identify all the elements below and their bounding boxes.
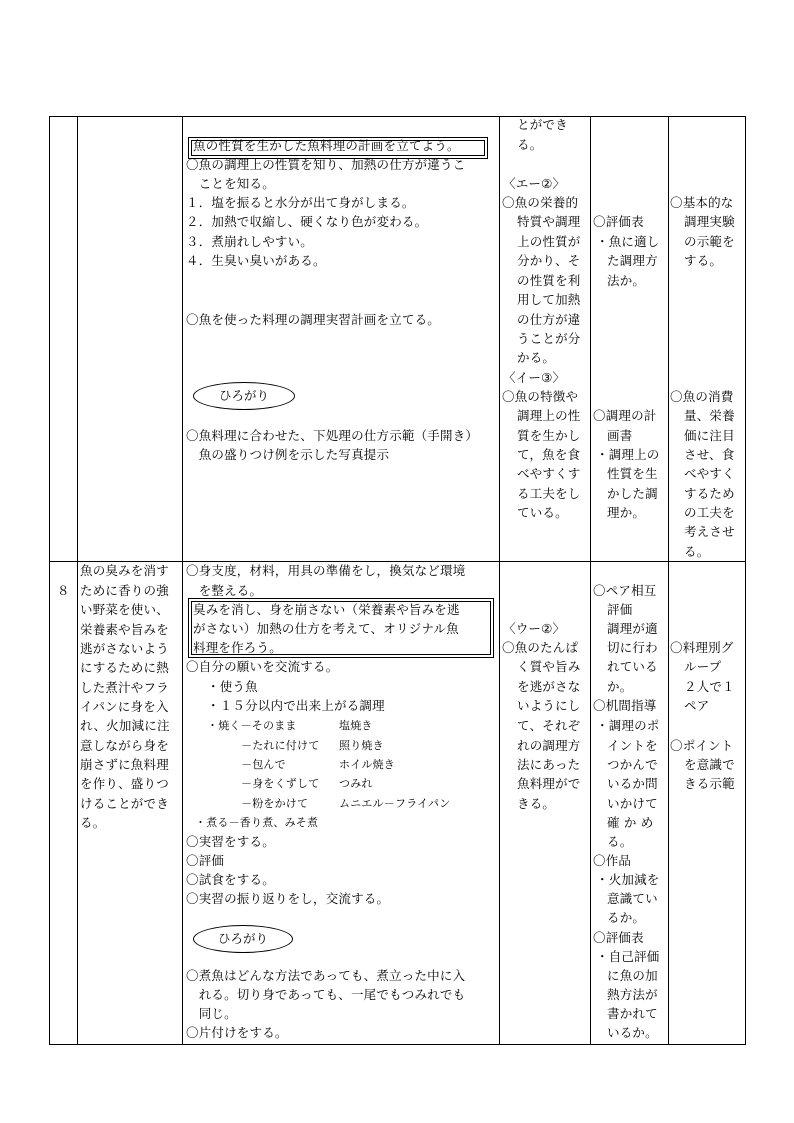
objective-line: 栄養素や旨みを: [80, 622, 169, 637]
criteria-line: 〇魚の栄養的: [502, 195, 579, 210]
cooking-example: ホイル焼き: [339, 758, 395, 771]
activity-line: を整える。: [186, 583, 263, 598]
column-border: [590, 116, 591, 1045]
objective-line: 魚の臭みを消す: [80, 563, 169, 578]
method-line: 〇机間指導: [593, 698, 657, 713]
activity-line: 〇実習の振り返りをし，交流する。: [186, 891, 390, 906]
activity-line: 〇煮魚はどんな方法であっても、煮立った中に入: [186, 968, 466, 983]
objective-line: い野菜を使い、: [80, 602, 169, 617]
method-line: 調理が適: [607, 621, 658, 636]
support-line: するため: [684, 486, 735, 501]
method-line: いるか問: [607, 776, 658, 791]
support-line: べやすく: [684, 466, 735, 481]
activity-line: ４．生臭い臭いがある。: [186, 253, 326, 268]
method-line: 〇作品: [593, 853, 632, 868]
criteria-line: 上の性質が: [517, 234, 581, 249]
activity-line: 〇魚の調理上の性質を知り、加熱の仕方が違うこ: [186, 157, 466, 172]
criteria-line: 〈イー③〉: [503, 370, 566, 385]
criteria-line: 〈エー②〉: [503, 176, 566, 191]
support-line: 〇ポイント: [670, 738, 734, 753]
lesson-goal-text: 臭みを消し、身を崩さない（栄養素や旨みを逃: [193, 602, 460, 617]
support-line: きる示範: [684, 776, 735, 791]
method-line: 評価: [607, 602, 633, 617]
objective-line: 意しながら身を: [80, 738, 169, 753]
cooking-method: －包んで: [241, 758, 286, 771]
objective-line: 崩さずに魚料理: [80, 757, 169, 772]
method-line: か。: [607, 679, 633, 694]
column-border: [77, 116, 78, 1045]
lesson-number: ８: [57, 583, 70, 598]
method-line: 法か。: [607, 273, 646, 288]
activity-line: 〇魚料理に合わせた、下処理の仕方示範（手開き）: [186, 428, 479, 443]
cooking-method: －粉をかけて: [241, 797, 309, 810]
method-line: 意識てい: [607, 891, 658, 906]
method-line: ・自己評価: [596, 949, 660, 964]
cooking-example: つみれ: [339, 777, 373, 790]
support-line: 価に注目: [684, 428, 735, 443]
hirogari-oval: [193, 382, 295, 410]
support-line: の工夫を: [684, 505, 735, 520]
method-line: イントを: [607, 738, 658, 753]
method-line: 〇評価表: [593, 930, 644, 945]
activity-line: 同じ。: [186, 1006, 237, 1021]
cooking-method: ・焼く－そのまま: [207, 719, 297, 732]
method-line: 画書: [607, 428, 633, 443]
objective-line: を作り、盛りつ: [80, 776, 169, 791]
activity-line: ２．加熱で収縮し、硬くなり色が変わる。: [186, 214, 428, 229]
method-line: ・調理上の: [596, 447, 660, 462]
support-line: 〇魚の消費: [670, 389, 734, 404]
column-border: [49, 116, 50, 1045]
criteria-line: 法にあった: [517, 757, 581, 772]
method-line: かした調: [607, 486, 658, 501]
activity-line: ことを知る。: [186, 176, 275, 191]
criteria-line: る工夫をし: [517, 486, 581, 501]
lesson-goal-text: 料理を作ろう。: [193, 640, 282, 655]
objective-line: にするために熱: [80, 660, 169, 675]
support-line: を意識で: [684, 757, 735, 772]
table-top-border: [49, 116, 746, 117]
objective-line: した煮汁やフラ: [80, 680, 169, 695]
hirogari-label: ひろがり: [217, 931, 268, 946]
support-line: する。: [684, 253, 723, 268]
criteria-line: かる。: [517, 350, 556, 365]
criteria-line: て，魚を食: [517, 447, 581, 462]
support-line: ペア: [684, 698, 710, 713]
cooking-method: －たれに付けて: [241, 739, 320, 752]
activity-line: 〇片付けをする。: [186, 1025, 288, 1040]
method-line: 理か。: [607, 505, 646, 520]
cooking-method: ・煮る－香り煮、みそ煮: [195, 816, 319, 829]
cooking-method: －身をくずして: [241, 777, 320, 790]
cooking-example: ムニエル－フライパン: [339, 797, 451, 810]
method-line: た調理方: [607, 253, 658, 268]
criteria-line: 調理上の性: [517, 408, 581, 423]
objective-line: れ、火加減に注: [80, 718, 170, 733]
activity-line: 〇評価: [186, 853, 225, 868]
method-line: つかんで: [607, 757, 658, 772]
activity-line: 〇身支度，材料，用具の準備をし，換気など環境: [186, 563, 466, 578]
method-line: るか。: [607, 910, 646, 925]
activity-line: 〇自分の願いを交流する。: [186, 659, 339, 674]
criteria-line: の性質を利: [517, 273, 581, 288]
support-line: 調理実験: [684, 214, 735, 229]
activity-line: 〇試食をする。: [186, 872, 275, 887]
criteria-line: 分かり、そ: [517, 253, 581, 268]
method-line: れている: [607, 659, 658, 674]
activity-line: ・使う魚: [207, 679, 258, 694]
activity-line: ・１５分以内で出来上がる調理: [207, 698, 385, 713]
criteria-line: ている。: [517, 505, 568, 520]
objective-line: けることができ: [80, 796, 169, 811]
method-line: 〇ペア相互: [593, 583, 657, 598]
method-line: 〇評価表: [593, 214, 644, 229]
objective-line: る。: [80, 815, 106, 830]
unit-goal-text: 魚の性質を生かした魚料理の計画を立てよう。: [193, 138, 460, 153]
method-line: 性質を生: [607, 466, 658, 481]
lesson-goal-text: がさない）加熱の仕方を考えて、オリジナル魚: [193, 621, 459, 636]
support-line: ２人で１: [684, 679, 735, 694]
objective-line: ために香りの強: [80, 583, 169, 598]
hirogari-label: ひろがり: [218, 388, 269, 403]
criteria-line: 特質や調理: [517, 214, 581, 229]
method-line: る。: [607, 834, 633, 849]
criteria-line: べやすくす: [517, 466, 581, 481]
support-line: る。: [684, 544, 710, 559]
method-line: いるか。: [607, 1025, 658, 1040]
support-line: の示範を: [684, 234, 735, 249]
criteria-line: 〇魚のたんぱ: [502, 640, 579, 655]
table-bottom-border: [49, 1044, 746, 1045]
method-line: 確 か め: [607, 815, 654, 830]
criteria-line: うことが分: [517, 331, 581, 346]
criteria-line: いようにし: [517, 698, 581, 713]
criteria-line: とができ: [517, 117, 568, 132]
criteria-line: く質や旨み: [517, 659, 581, 674]
method-line: ・魚に適し: [596, 234, 660, 249]
cooking-example: 塩焼き: [339, 719, 373, 732]
objective-line: イパンに身を入: [80, 699, 169, 714]
activity-line: ３．煮崩れしやすい。: [186, 234, 314, 249]
support-line: させ、食: [684, 447, 735, 462]
hirogari-oval: [193, 925, 293, 953]
criteria-line: る。: [517, 137, 543, 152]
activity-line: １．塩を振ると水分が出て身がしまる。: [186, 195, 415, 210]
criteria-line: の仕方が違: [517, 312, 581, 327]
support-line: 〇料理別グ: [670, 640, 734, 655]
column-border: [668, 116, 669, 1045]
support-line: 量、栄養: [684, 408, 735, 423]
criteria-line: れの調理方: [517, 738, 581, 753]
support-line: 〇基本的な: [670, 195, 734, 210]
activity-line: 〇魚を使った料理の調理実習計画を立てる。: [186, 312, 441, 327]
criteria-line: きる。: [517, 796, 556, 811]
criteria-line: 質を生かし: [517, 428, 581, 443]
column-border: [745, 116, 746, 1045]
activity-line: 魚の盛りつけ例を示した写真提示: [186, 447, 390, 462]
criteria-line: を逃がさな: [517, 679, 581, 694]
method-line: 切に行わ: [607, 640, 658, 655]
method-line: ・調理のポ: [596, 718, 660, 733]
method-line: に魚の加: [607, 968, 658, 983]
objective-line: 逃がさないよう: [80, 641, 169, 656]
criteria-line: て、それぞ: [517, 718, 581, 733]
cooking-example: 照り焼き: [339, 739, 384, 752]
column-border: [182, 116, 183, 1045]
method-line: 書かれて: [607, 1006, 658, 1021]
column-border: [499, 116, 500, 1045]
criteria-line: 〇魚の特徴や: [502, 389, 579, 404]
activity-line: れる。切り身であっても、一尾でもつみれでも: [186, 987, 466, 1002]
criteria-line: 〈ウー②〉: [503, 621, 566, 636]
criteria-line: 魚料理がで: [517, 776, 581, 791]
support-line: ループ: [684, 659, 722, 674]
activity-line: 〇実習をする。: [186, 834, 275, 849]
method-line: 〇調理の計: [593, 408, 657, 423]
support-line: 考えさせ: [684, 524, 735, 539]
method-line: ・火加減を: [596, 872, 660, 887]
criteria-line: 用して加熱: [517, 292, 581, 307]
method-line: いかけて: [607, 796, 658, 811]
method-line: 熱方法が: [607, 987, 658, 1002]
